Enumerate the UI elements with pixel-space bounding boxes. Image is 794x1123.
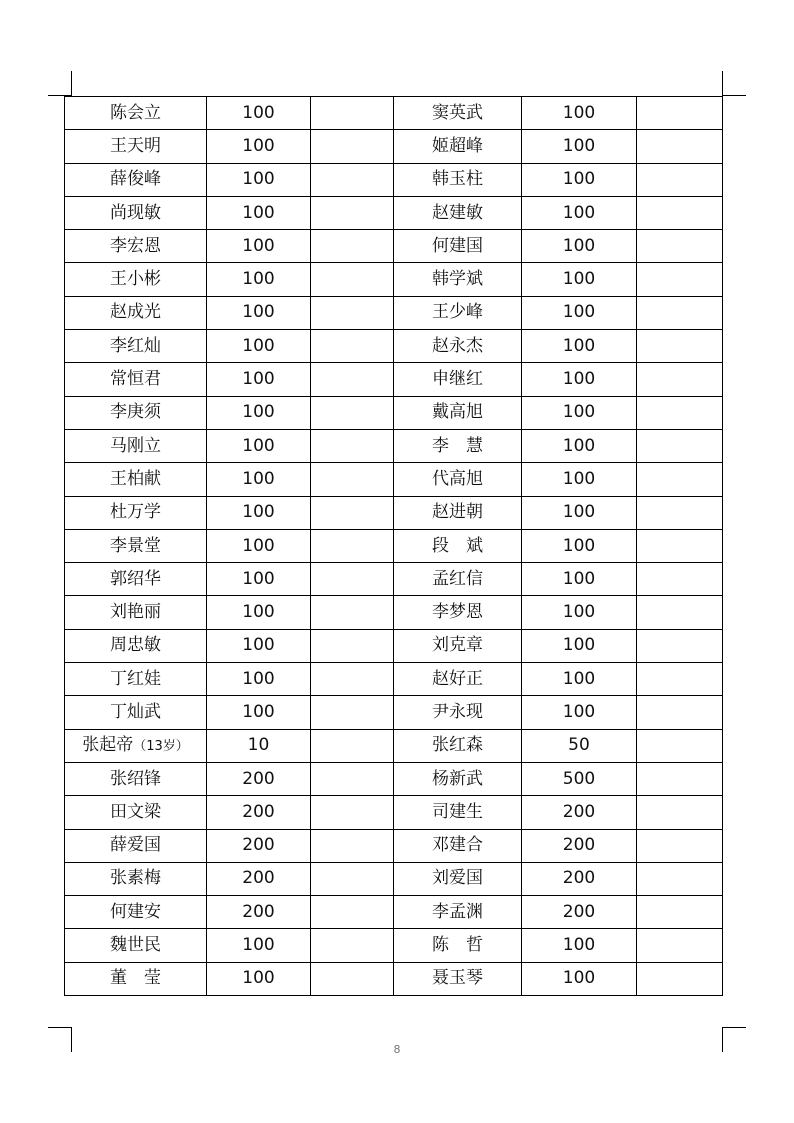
left-amount-cell: 10: [207, 729, 311, 762]
right-remark-cell: [637, 762, 723, 795]
donor-name: 张起帝: [82, 735, 134, 756]
left-name-cell: 张绍锋: [65, 762, 207, 795]
right-name-cell: 张红森: [394, 729, 522, 762]
table-row: [65, 330, 723, 363]
left-name-cell: 尚现敏: [65, 196, 207, 229]
right-name-cell: 何建国: [394, 230, 522, 263]
right-amount-cell: 100: [522, 263, 637, 296]
left-amount-cell: 100: [207, 97, 311, 130]
left-amount-cell: 100: [207, 429, 311, 462]
table-row: [65, 596, 723, 629]
right-name-cell: 赵建敏: [394, 196, 522, 229]
left-remark-cell: [311, 330, 394, 363]
right-remark-cell: [637, 163, 723, 196]
left-remark-cell: [311, 263, 394, 296]
crop-mark-top-right: [722, 95, 746, 96]
right-name-cell: 姬超峰: [394, 130, 522, 163]
table-row: [65, 729, 723, 762]
table-row: [65, 296, 723, 329]
left-name-cell: 周忠敏: [65, 629, 207, 662]
left-remark-cell: [311, 696, 394, 729]
left-amount-cell: 100: [207, 396, 311, 429]
crop-mark-bottom-right: [722, 1027, 746, 1028]
table-row: [65, 130, 723, 163]
right-remark-cell: [637, 263, 723, 296]
left-amount-cell: 100: [207, 130, 311, 163]
right-remark-cell: [637, 97, 723, 130]
table-row: [65, 862, 723, 895]
right-amount-cell: 100: [522, 196, 637, 229]
right-remark-cell: [637, 130, 723, 163]
right-amount-cell: 100: [522, 596, 637, 629]
table-row: [65, 663, 723, 696]
right-amount-cell: 200: [522, 896, 637, 929]
table-row: [65, 762, 723, 795]
table-row: [65, 230, 723, 263]
crop-mark-top-right: [722, 71, 723, 96]
right-remark-cell: [637, 829, 723, 862]
right-amount-cell: 100: [522, 429, 637, 462]
left-amount-cell: 200: [207, 896, 311, 929]
right-remark-cell: [637, 529, 723, 562]
left-name-cell: 王小彬: [65, 263, 207, 296]
left-name-cell: 董 莹: [65, 962, 207, 995]
left-remark-cell: [311, 296, 394, 329]
donor-age-note: （13岁）: [133, 739, 189, 755]
right-remark-cell: [637, 929, 723, 962]
right-name-cell: 李梦恩: [394, 596, 522, 629]
left-name-cell: 李红灿: [65, 330, 207, 363]
left-name-cell: 王柏献: [65, 463, 207, 496]
left-remark-cell: [311, 663, 394, 696]
right-name-cell: 王少峰: [394, 296, 522, 329]
left-remark-cell: [311, 629, 394, 662]
right-name-cell: 赵进朝: [394, 496, 522, 529]
left-amount-cell: 100: [207, 696, 311, 729]
right-name-cell: 陈 哲: [394, 929, 522, 962]
right-name-cell: 尹永现: [394, 696, 522, 729]
left-remark-cell: [311, 130, 394, 163]
right-amount-cell: 100: [522, 663, 637, 696]
right-amount-cell: 100: [522, 130, 637, 163]
left-name-cell: 陈会立: [65, 97, 207, 130]
right-amount-cell: 100: [522, 962, 637, 995]
right-name-cell: 窦英武: [394, 97, 522, 130]
right-amount-cell: 200: [522, 862, 637, 895]
page-number: 8: [393, 1043, 401, 1056]
left-remark-cell: [311, 896, 394, 929]
left-remark-cell: [311, 97, 394, 130]
right-remark-cell: [637, 363, 723, 396]
right-name-cell: 赵永杰: [394, 330, 522, 363]
left-amount-cell: 100: [207, 330, 311, 363]
right-remark-cell: [637, 896, 723, 929]
table-row: [65, 463, 723, 496]
left-amount-cell: 100: [207, 529, 311, 562]
table-row: [65, 563, 723, 596]
table-row: [65, 163, 723, 196]
right-name-cell: 司建生: [394, 796, 522, 829]
table-row: [65, 496, 723, 529]
left-name-cell: 马刚立: [65, 429, 207, 462]
left-remark-cell: [311, 596, 394, 629]
left-name-cell: 何建安: [65, 896, 207, 929]
right-amount-cell: 50: [522, 729, 637, 762]
left-remark-cell: [311, 529, 394, 562]
right-remark-cell: [637, 796, 723, 829]
right-remark-cell: [637, 429, 723, 462]
table-row: [65, 829, 723, 862]
right-amount-cell: 100: [522, 496, 637, 529]
left-remark-cell: [311, 563, 394, 596]
left-amount-cell: 100: [207, 463, 311, 496]
right-amount-cell: 100: [522, 163, 637, 196]
left-name-cell: 王天明: [65, 130, 207, 163]
right-remark-cell: [637, 696, 723, 729]
left-remark-cell: [311, 729, 394, 762]
left-remark-cell: [311, 429, 394, 462]
right-name-cell: 孟红信: [394, 563, 522, 596]
right-amount-cell: 500: [522, 762, 637, 795]
left-remark-cell: [311, 230, 394, 263]
right-remark-cell: [637, 230, 723, 263]
table-row: [65, 629, 723, 662]
left-name-cell: 魏世民: [65, 929, 207, 962]
table-row: [65, 529, 723, 562]
left-remark-cell: [311, 396, 394, 429]
table-row: [65, 196, 723, 229]
right-amount-cell: 100: [522, 363, 637, 396]
right-amount-cell: 100: [522, 330, 637, 363]
left-amount-cell: 100: [207, 929, 311, 962]
left-amount-cell: 100: [207, 563, 311, 596]
left-amount-cell: 100: [207, 496, 311, 529]
left-amount-cell: 100: [207, 296, 311, 329]
table-row: [65, 263, 723, 296]
right-amount-cell: 200: [522, 829, 637, 862]
left-remark-cell: [311, 363, 394, 396]
left-name-cell: 张素梅: [65, 862, 207, 895]
right-remark-cell: [637, 463, 723, 496]
right-name-cell: 赵好正: [394, 663, 522, 696]
left-amount-cell: 100: [207, 962, 311, 995]
left-remark-cell: [311, 762, 394, 795]
right-remark-cell: [637, 663, 723, 696]
left-name-cell: 杜万学: [65, 496, 207, 529]
right-amount-cell: 100: [522, 396, 637, 429]
right-amount-cell: 100: [522, 696, 637, 729]
left-amount-cell: 100: [207, 163, 311, 196]
left-amount-cell: 100: [207, 663, 311, 696]
right-name-cell: 李孟渊: [394, 896, 522, 929]
right-remark-cell: [637, 330, 723, 363]
left-amount-cell: 100: [207, 596, 311, 629]
right-amount-cell: 100: [522, 529, 637, 562]
right-name-cell: 聂玉琴: [394, 962, 522, 995]
right-remark-cell: [637, 196, 723, 229]
left-amount-cell: 100: [207, 629, 311, 662]
left-remark-cell: [311, 962, 394, 995]
left-remark-cell: [311, 496, 394, 529]
right-name-cell: 申继红: [394, 363, 522, 396]
left-remark-cell: [311, 829, 394, 862]
donation-table: [64, 96, 723, 996]
left-name-cell: 田文梁: [65, 796, 207, 829]
crop-mark-top-left: [71, 71, 72, 96]
table-row: [65, 97, 723, 130]
crop-mark-bottom-left: [48, 1027, 72, 1028]
right-name-cell: 段 斌: [394, 529, 522, 562]
table-row: [65, 929, 723, 962]
left-name-cell: 刘艳丽: [65, 596, 207, 629]
right-remark-cell: [637, 296, 723, 329]
right-name-cell: 韩玉柱: [394, 163, 522, 196]
left-name-cell: 李宏恩: [65, 230, 207, 263]
left-amount-cell: 100: [207, 196, 311, 229]
left-name-cell: 郭绍华: [65, 563, 207, 596]
right-amount-cell: 200: [522, 796, 637, 829]
right-name-cell: 刘爱国: [394, 862, 522, 895]
left-remark-cell: [311, 929, 394, 962]
right-remark-cell: [637, 862, 723, 895]
right-name-cell: 戴高旭: [394, 396, 522, 429]
right-remark-cell: [637, 962, 723, 995]
right-amount-cell: 100: [522, 230, 637, 263]
left-amount-cell: 100: [207, 263, 311, 296]
left-name-cell: 李景堂: [65, 529, 207, 562]
left-amount-cell: 100: [207, 230, 311, 263]
table-row: [65, 896, 723, 929]
right-remark-cell: [637, 496, 723, 529]
left-amount-cell: 200: [207, 796, 311, 829]
right-remark-cell: [637, 629, 723, 662]
table-row: [65, 429, 723, 462]
right-amount-cell: 100: [522, 97, 637, 130]
right-name-cell: 代高旭: [394, 463, 522, 496]
left-name-cell: 薛俊峰: [65, 163, 207, 196]
right-name-cell: 李 慧: [394, 429, 522, 462]
donation-table-body: [65, 97, 723, 996]
left-remark-cell: [311, 196, 394, 229]
table-row: [65, 796, 723, 829]
right-remark-cell: [637, 596, 723, 629]
right-amount-cell: 100: [522, 563, 637, 596]
left-amount-cell: 200: [207, 762, 311, 795]
left-name-cell: 丁红娃: [65, 663, 207, 696]
right-name-cell: 刘克章: [394, 629, 522, 662]
left-remark-cell: [311, 463, 394, 496]
right-name-cell: 韩学斌: [394, 263, 522, 296]
left-name-cell: 常恒君: [65, 363, 207, 396]
right-remark-cell: [637, 396, 723, 429]
table-row: [65, 363, 723, 396]
table-row: [65, 396, 723, 429]
left-name-cell: [65, 729, 207, 762]
right-amount-cell: 100: [522, 296, 637, 329]
left-name-cell: 李庚须: [65, 396, 207, 429]
right-amount-cell: 100: [522, 629, 637, 662]
left-remark-cell: [311, 796, 394, 829]
left-amount-cell: 100: [207, 363, 311, 396]
right-remark-cell: [637, 729, 723, 762]
left-name-cell: 薛爱国: [65, 829, 207, 862]
left-amount-cell: 200: [207, 829, 311, 862]
right-name-cell: 杨新武: [394, 762, 522, 795]
left-remark-cell: [311, 862, 394, 895]
left-amount-cell: 200: [207, 862, 311, 895]
left-name-cell: 丁灿武: [65, 696, 207, 729]
right-remark-cell: [637, 563, 723, 596]
right-name-cell: 邓建合: [394, 829, 522, 862]
left-name-cell: 赵成光: [65, 296, 207, 329]
table-row: [65, 962, 723, 995]
right-amount-cell: 100: [522, 463, 637, 496]
table-row: [65, 696, 723, 729]
right-amount-cell: 100: [522, 929, 637, 962]
left-remark-cell: [311, 163, 394, 196]
